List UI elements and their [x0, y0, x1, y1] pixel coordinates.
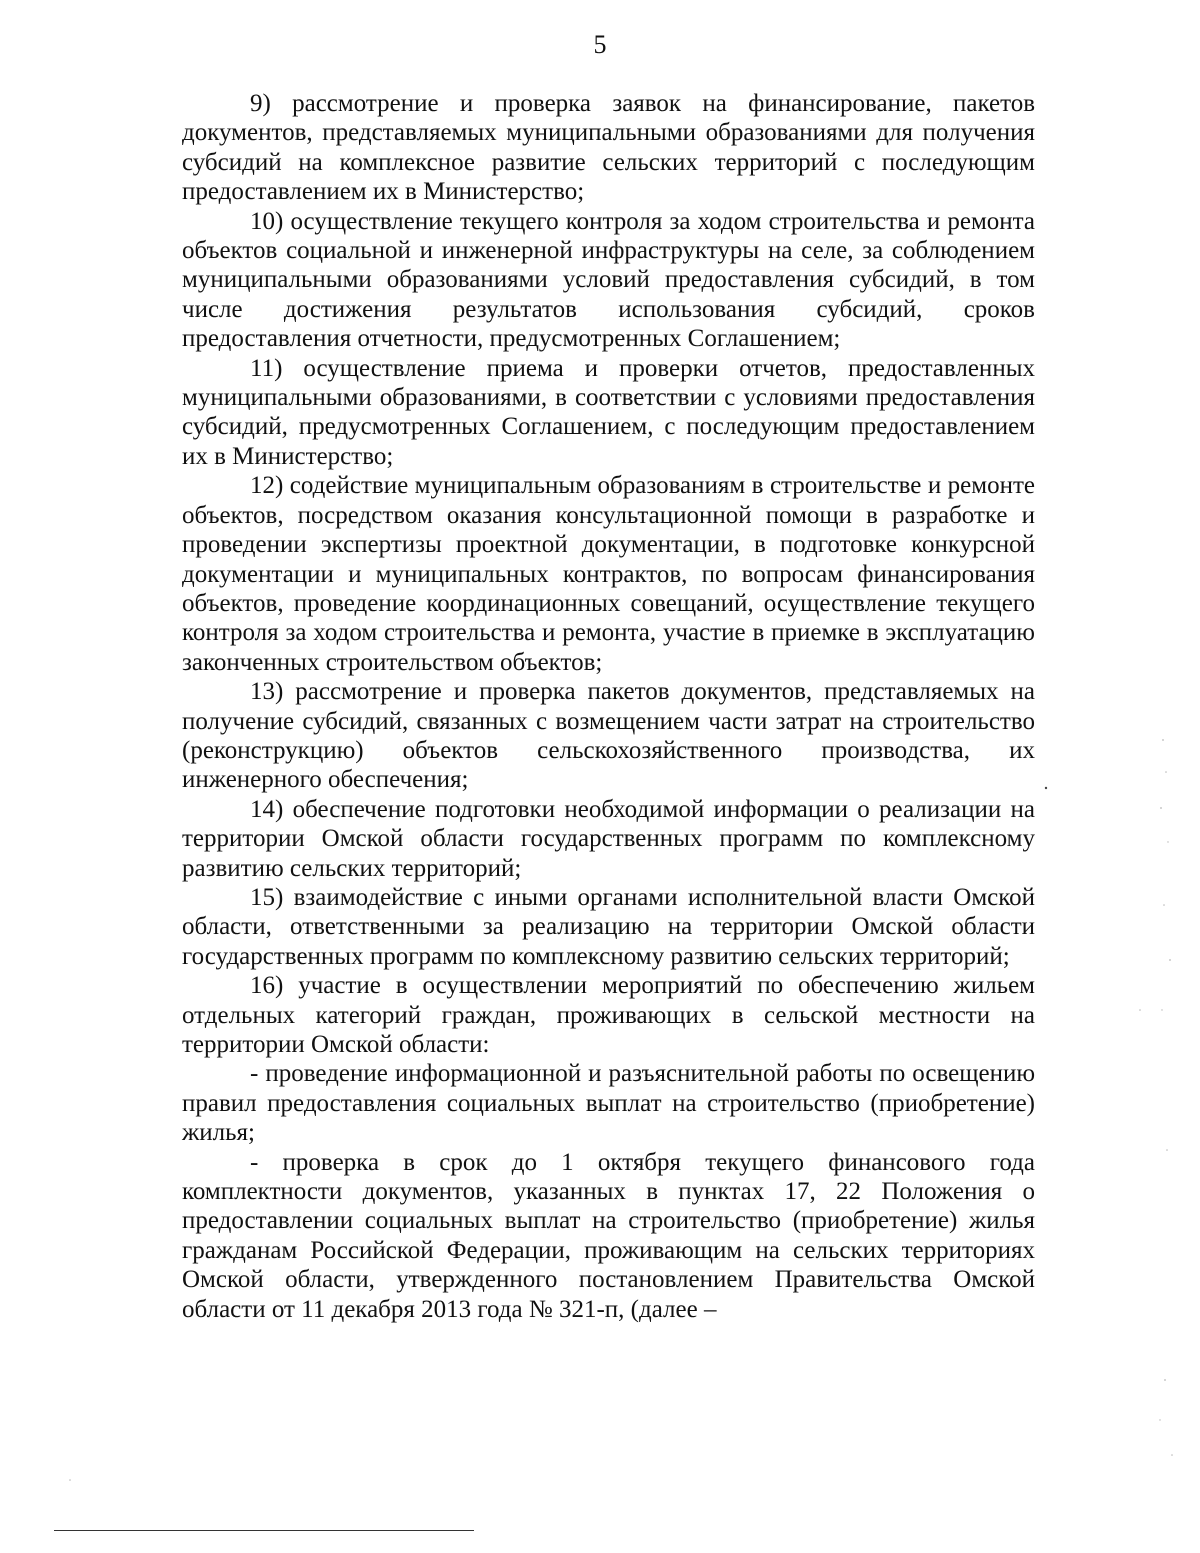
- paragraph-item-13: 13) рассмотрение и проверка пакетов документов, представляемых на получение субсидий, связанных с возмещением части затрат на строительство (реконструкцию) объектов сельскохозяйственного производства, их инженерного обеспечения;: [182, 678, 1035, 794]
- document-body: [182, 89, 1035, 1324]
- paragraph-item-12: 12) содействие муниципальным образованиям в строительстве и ремонте объектов, посредством оказания консультационной помощи в разработке и проведении экспертизы проектной документации, в подготовке конкурсной документации и муниципальных контрактов, по вопросам финансирования объектов, проведение координационных совещаний, осуществление текущего контроля за ходом строительства и ремонта, участие в приемке в эксплуатацию законченных строительством объектов;: [182, 472, 1035, 676]
- paragraph-item-15: 15) взаимодействие с иными органами исполнительной власти Омской области, ответственными за реализацию на территории Омской области государственных программ по комплексному развитию сельских территорий;: [182, 883, 1035, 970]
- paragraph-item-9: 9) рассмотрение и проверка заявок на финансирование, пакетов документов, представляемых муниципальными образованиями для получения субсидий на комплексное развитие сельских территорий с последующим предоставлением их в Министерство;: [182, 90, 1035, 206]
- paragraph-subitem-info-work: - проведение информационной и разъяснительной работы по освещению правил предоставления социальных выплат на строительство (приобретение) жилья;: [182, 1060, 1035, 1147]
- footer-rule: [54, 1530, 474, 1531]
- paragraph-item-14: 14) обеспечение подготовки необходимой информации о реализации на территории Омской области государственных программ по комплексному развитию сельских территорий;: [182, 795, 1035, 882]
- paragraph-item-11: 11) осуществление приема и проверки отчетов, предоставленных муниципальными образованиями, в соответствии с условиями предоставления субсидий, предусмотренных Соглашением, с последующим предоставлением их в Министерство;: [182, 354, 1035, 470]
- paragraph-item-16: 16) участие в осуществлении мероприятий по обеспечению жильем отдельных категорий граждан, проживающих в сельской местности на территории Омской области:: [182, 972, 1035, 1058]
- page-number: 5: [593, 30, 607, 59]
- paragraph-subitem-document-check: - проверка в срок до 1 октября текущего финансового года комплектности документов, указанных в пунктах 17, 22 Положения о предоставлении социальных выплат на строительство (приобретение) жилья гражданам Российской Федерации, проживающим на сельских территориях Омской области, утвержденного постановлением Правительства Омской области от 11 декабря 2013 года № 321-п, (далее –: [182, 1148, 1035, 1323]
- paragraph-item-10: 10) осуществление текущего контроля за ходом строительства и ремонта объектов социальной и инженерной инфраструктуры на селе, за соблюдением муниципальными образованиями условий предоставления субсидий, в том числе достижения результатов использования субсидий, сроков предоставления отчетности, предусмотренных Соглашением;: [182, 207, 1035, 353]
